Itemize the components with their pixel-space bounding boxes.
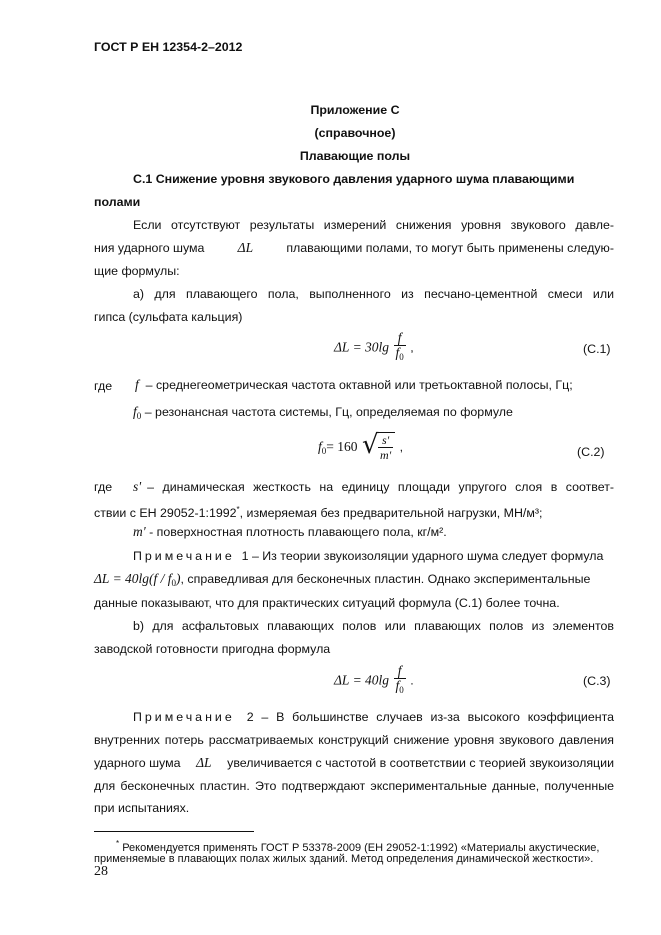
f0-base: f: [395, 345, 400, 360]
section-heading-cont: полами: [94, 195, 141, 209]
numerator: s': [378, 433, 393, 448]
paragraph-line: заводской готовности пригодна формула: [94, 642, 331, 656]
note-formula-close: ): [176, 571, 181, 586]
s-symbol: s': [133, 479, 142, 494]
fraction: [394, 664, 406, 697]
paragraph-line: а) для плавающего пола, выполненного из песчано-цементной смеси или: [133, 287, 614, 301]
where-label: где: [94, 379, 113, 393]
note-line: внутренних потерь рассматриваемых конструкций снижение уровня звукового давления: [94, 733, 614, 747]
formula-lhs: = 160: [326, 439, 358, 455]
formula-tail: .: [410, 673, 414, 688]
annex-title: Приложение С: [310, 103, 400, 117]
note-formula: [94, 571, 181, 586]
denominator: [394, 679, 406, 697]
text-fragment: увеличивается с частотой в соответствии с теорией звукоизоляции: [227, 756, 614, 770]
footnote-marker: *: [116, 839, 120, 848]
paragraph-line: Если отсутствуют результаты измерений снижения уровня звукового давле-: [133, 218, 614, 232]
square-root: [362, 432, 395, 462]
formula-label: (С.3): [583, 674, 611, 688]
text-fragment: ствии с ЕН 29052-1:1992: [94, 506, 237, 520]
numerator: f: [394, 331, 406, 346]
footnote-text: Рекомендуется применять ГОСТ Р 53378-2009 (ЕН 29052-1:1992) «Материалы акустические,: [122, 842, 600, 854]
note-line: [94, 755, 614, 771]
note-label: Примечание: [133, 549, 235, 563]
f0-base: f: [395, 678, 400, 693]
where-label: где: [94, 480, 113, 494]
f0-subscript: 0: [399, 352, 404, 362]
f0-subscript: 0: [136, 411, 142, 421]
text-fragment: плавающими полами, то могут быть применены следую-: [286, 241, 614, 255]
definition-text: – среднегеометрическая частота октавной или третьоктавной полосы, Гц;: [145, 378, 573, 392]
f0-subscript: 0: [171, 578, 177, 588]
footnote-marker: *: [236, 505, 240, 514]
fraction: [394, 331, 406, 364]
note-text: 2 – В большинстве случаев из-за высокого коэффициента: [246, 710, 614, 724]
section-heading: С.1 Снижение уровня звукового давления ударного шума плавающими: [133, 172, 575, 186]
annex-subject: Плавающие полы: [299, 149, 411, 163]
definition-text: – резонансная частота системы, Гц, определяемая по формуле: [144, 405, 513, 419]
note-formula-text: ΔL = 40lg(f / f: [94, 571, 172, 586]
f-symbol: f: [135, 377, 139, 392]
denominator: m': [379, 448, 392, 462]
delta-l-symbol: ΔL: [237, 240, 254, 255]
paragraph-line: щие формулы:: [94, 264, 180, 278]
m-symbol: m': [133, 524, 146, 539]
f0-base: f: [318, 439, 322, 455]
definition-line: [133, 479, 614, 495]
text-fragment: , измеряемая без предварительной нагрузки, МН/м³;: [239, 506, 543, 520]
formula-c3: [334, 664, 414, 697]
definition-line: [94, 502, 542, 521]
definition-text: - поверхностная плотность плавающего пола, кг/м².: [149, 525, 447, 539]
definition-line: [135, 377, 573, 393]
formula-c2: [318, 432, 403, 462]
note-text: 1 – Из теории звукоизоляции ударного шума следует формула: [241, 549, 604, 563]
text-fragment: ния ударного шума: [94, 241, 205, 255]
footnote-divider: [94, 831, 254, 832]
definition-line: [133, 404, 513, 424]
document-header: ГОСТ Р ЕН 12354-2–2012: [94, 40, 243, 54]
paragraph-line: гипса (сульфата кальция): [94, 310, 243, 324]
formula-tail: ,: [399, 440, 404, 455]
note-line: [133, 709, 614, 725]
note-line: для бесконечных пластин. Это подтверждают экспериментальные данные, полученные: [94, 779, 614, 793]
text-fragment: ударного шума: [94, 756, 181, 770]
f0-subscript: 0: [321, 446, 327, 457]
formula-label: (С.1): [583, 342, 611, 356]
formula-lhs: ΔL = 40lg: [334, 672, 390, 688]
footnote-line: применяемые в плавающих полах жилых зданий. Метод определения динамической жесткости».: [94, 853, 594, 865]
paragraph-line: b) для асфальтовых плавающих полов или плавающих полов из элементов: [133, 619, 614, 633]
note-line: при испытаниях.: [94, 801, 190, 815]
definition-line: [133, 524, 447, 540]
numerator: f: [394, 664, 406, 679]
paragraph-line: [94, 240, 614, 256]
radical-icon: √: [361, 430, 379, 460]
denominator: [394, 346, 406, 364]
definition-text: – динамическая жесткость на единицу площади упругого слоя в соответ-: [147, 480, 614, 494]
note-label: Примечание: [133, 710, 235, 724]
delta-l-symbol: ΔL: [196, 755, 212, 770]
formula-label: (С.2): [577, 445, 605, 459]
formula-tail: ,: [410, 340, 414, 355]
note-line: [133, 548, 603, 564]
page-number: 28: [94, 864, 108, 879]
formula-c1: [334, 331, 414, 364]
note-text: , справедливая для бесконечных пластин. Однако экспериментальные: [180, 572, 591, 586]
f0-subscript: 0: [399, 685, 404, 695]
formula-lhs: ΔL = 30lg: [334, 339, 390, 355]
note-line: данные показывают, что для практических ситуаций формула (С.1) более точна.: [94, 596, 560, 610]
f0-base: f: [133, 404, 137, 419]
f0-symbol: [133, 404, 141, 419]
note-line: [94, 571, 590, 591]
annex-status: (справочное): [314, 126, 396, 140]
